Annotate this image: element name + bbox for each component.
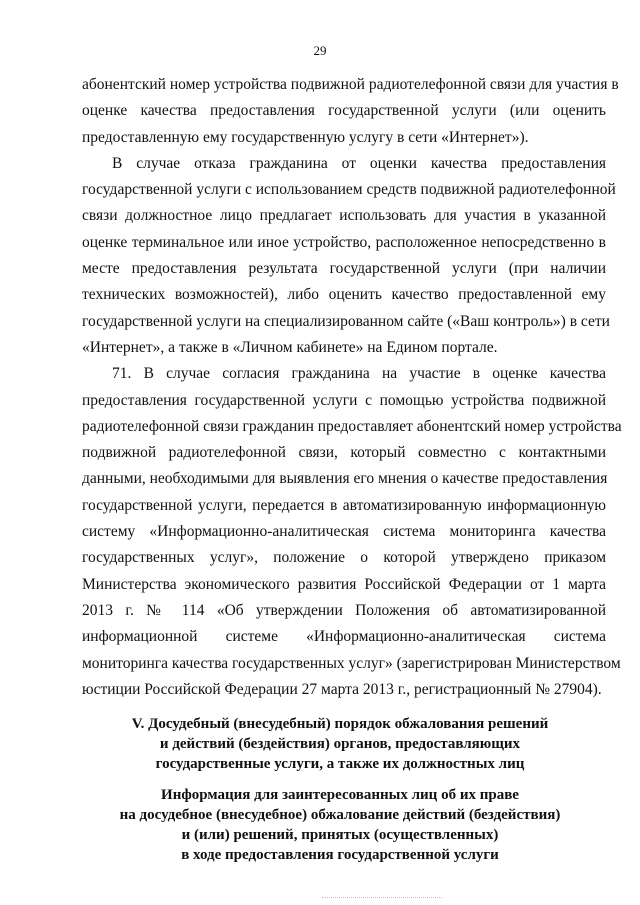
text-line: предоставления государственной услуги с помощью устройства подвижной xyxy=(82,391,606,409)
text-line: юстиции Российской Федерации 27 марта 2013 г., регистрационный № 27904). xyxy=(82,680,602,698)
heading-line: Информация для заинтересованных лиц об их праве xyxy=(161,787,519,803)
heading-line: государственные услуги, а также их должностных лиц xyxy=(155,756,525,772)
heading-line: в ходе предоставления государственной услуги xyxy=(181,847,499,863)
text-line: 2013 г. № 114 «Об утверждении Положения об автоматизированной xyxy=(82,601,606,619)
text-line: оценке терминальное или иное устройство, расположенное непосредственно в xyxy=(82,233,606,251)
text-line: абонентский номер устройства подвижной радиотелефонной связи для участия в xyxy=(82,76,619,93)
text-line: государственной услуги с использованием средств подвижной радиотелефонной xyxy=(82,181,616,199)
heading-line: на досудебное (внесудебное) обжалование действий (бездействия) xyxy=(119,807,561,823)
info-heading xyxy=(80,785,600,865)
text-line: информационной системе «Информационно-аналитическая система xyxy=(82,628,606,646)
heading-line: V. Досудебный (внесудебный) порядок обжалования решений xyxy=(131,716,549,732)
text-line: связи должностное лицо предлагает использовать для участия в указанной xyxy=(82,207,606,225)
text-line: подвижной радиотелефонной связи, который совместно с контактными xyxy=(82,444,606,462)
text-line: предоставленную ему государственную услугу в сети «Интернет»). xyxy=(82,128,529,146)
text-line: систему «Информационно-аналитическая система мониторинга качества xyxy=(82,523,606,541)
heading-line: и действий (бездействия) органов, предоставляющих xyxy=(159,736,521,752)
text-line: государственных услуг», положение о которой утверждено приказом xyxy=(82,549,606,567)
page-edge-mark xyxy=(322,897,442,902)
text-line: «Интернет», а также в «Личном кабинете» на Едином портале. xyxy=(82,338,498,356)
heading-line: и (или) решений, принятых (осуществленных) xyxy=(181,827,499,843)
text-line: государственной услуги, передается в автоматизированную информационную xyxy=(82,496,606,514)
paragraph xyxy=(82,72,619,151)
paragraph xyxy=(82,361,622,703)
text-line: оценке качества предоставления государственной услуги (или оценить xyxy=(82,102,606,120)
page-number: 29 xyxy=(313,43,327,58)
text-line: данными, необходимыми для выявления его мнения о качестве предоставления xyxy=(82,470,608,488)
text-line: государственной услуги на специализированном сайте («Ваш контроль») в сети xyxy=(82,312,610,330)
text-line: Министерства экономического развития Российской Федерации от 1 марта xyxy=(82,575,606,593)
text-line: мониторинга качества государственных услуг» (зарегистрирован Министерством xyxy=(82,654,621,672)
text-line: В случае отказа гражданина от оценки качества предоставления xyxy=(112,154,606,172)
paragraph xyxy=(82,151,616,361)
text-line: технических возможностей), либо оценить качество предоставленной ему xyxy=(82,286,606,304)
text-line: радиотелефонной связи гражданин предоставляет абонентский номер устройства xyxy=(82,417,622,435)
body-text xyxy=(82,72,622,703)
text-line: месте предоставления результата государственной услуги (при наличии xyxy=(82,260,606,278)
text-line: 71. В случае согласия гражданина на участие в оценке качества xyxy=(112,365,606,383)
section-heading xyxy=(80,714,600,774)
